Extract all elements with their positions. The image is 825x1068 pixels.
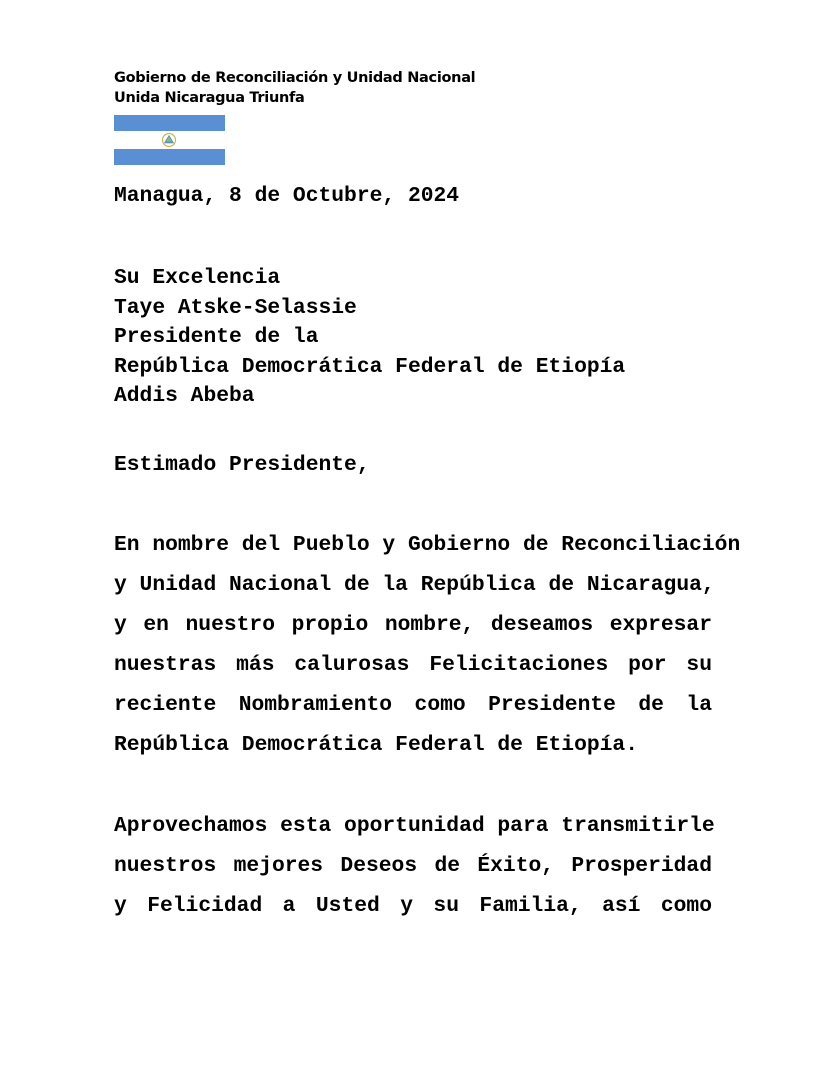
- paragraph-line: y en nuestro propio nombre, deseamos expresar: [114, 613, 712, 637]
- paragraph-line: República Democrática Federal de Etiopía.: [114, 733, 638, 757]
- paragraph-line: nuestras más calurosas Felicitaciones por su: [114, 653, 712, 677]
- salutation: Estimado Presidente,: [114, 453, 370, 477]
- recipient-address: [114, 264, 625, 412]
- address-line: Addis Abeba: [114, 384, 255, 409]
- flag-bottom-band: [114, 149, 225, 165]
- paragraph-line: y Felicidad a Usted y su Familia, así como: [114, 894, 712, 918]
- body-paragraph-1: [114, 525, 741, 765]
- address-line: Su Excelencia: [114, 266, 281, 290]
- paragraph-line: reciente Nombramiento como Presidente de la: [114, 693, 712, 717]
- letterhead-motto: Unida Nicaragua Triunfa: [114, 90, 305, 106]
- body-paragraph-2: [114, 806, 715, 926]
- letter-date: Managua, 8 de Octubre, 2024: [114, 184, 460, 208]
- flag-top-band: [114, 115, 225, 131]
- paragraph-line: En nombre del Pueblo y Gobierno de Reconciliación: [114, 533, 741, 557]
- address-line: Presidente de la: [114, 325, 319, 350]
- paragraph-line: Aprovechamos esta oportunidad para transmitirle: [114, 814, 715, 838]
- paragraph-line: y Unidad Nacional de la República de Nicaragua,: [114, 573, 715, 597]
- address-line: Taye Atske-Selassie: [114, 295, 357, 320]
- paragraph-line: nuestros mejores Deseos de Éxito, Prosperidad: [114, 854, 712, 878]
- address-line: República Democrática Federal de Etiopía: [114, 354, 626, 379]
- coat-of-arms-icon: [161, 132, 177, 148]
- letterhead-government-name: Gobierno de Reconciliación y Unidad Nacional: [114, 70, 476, 86]
- nicaragua-flag-icon: [114, 115, 225, 165]
- letterhead: [114, 68, 475, 108]
